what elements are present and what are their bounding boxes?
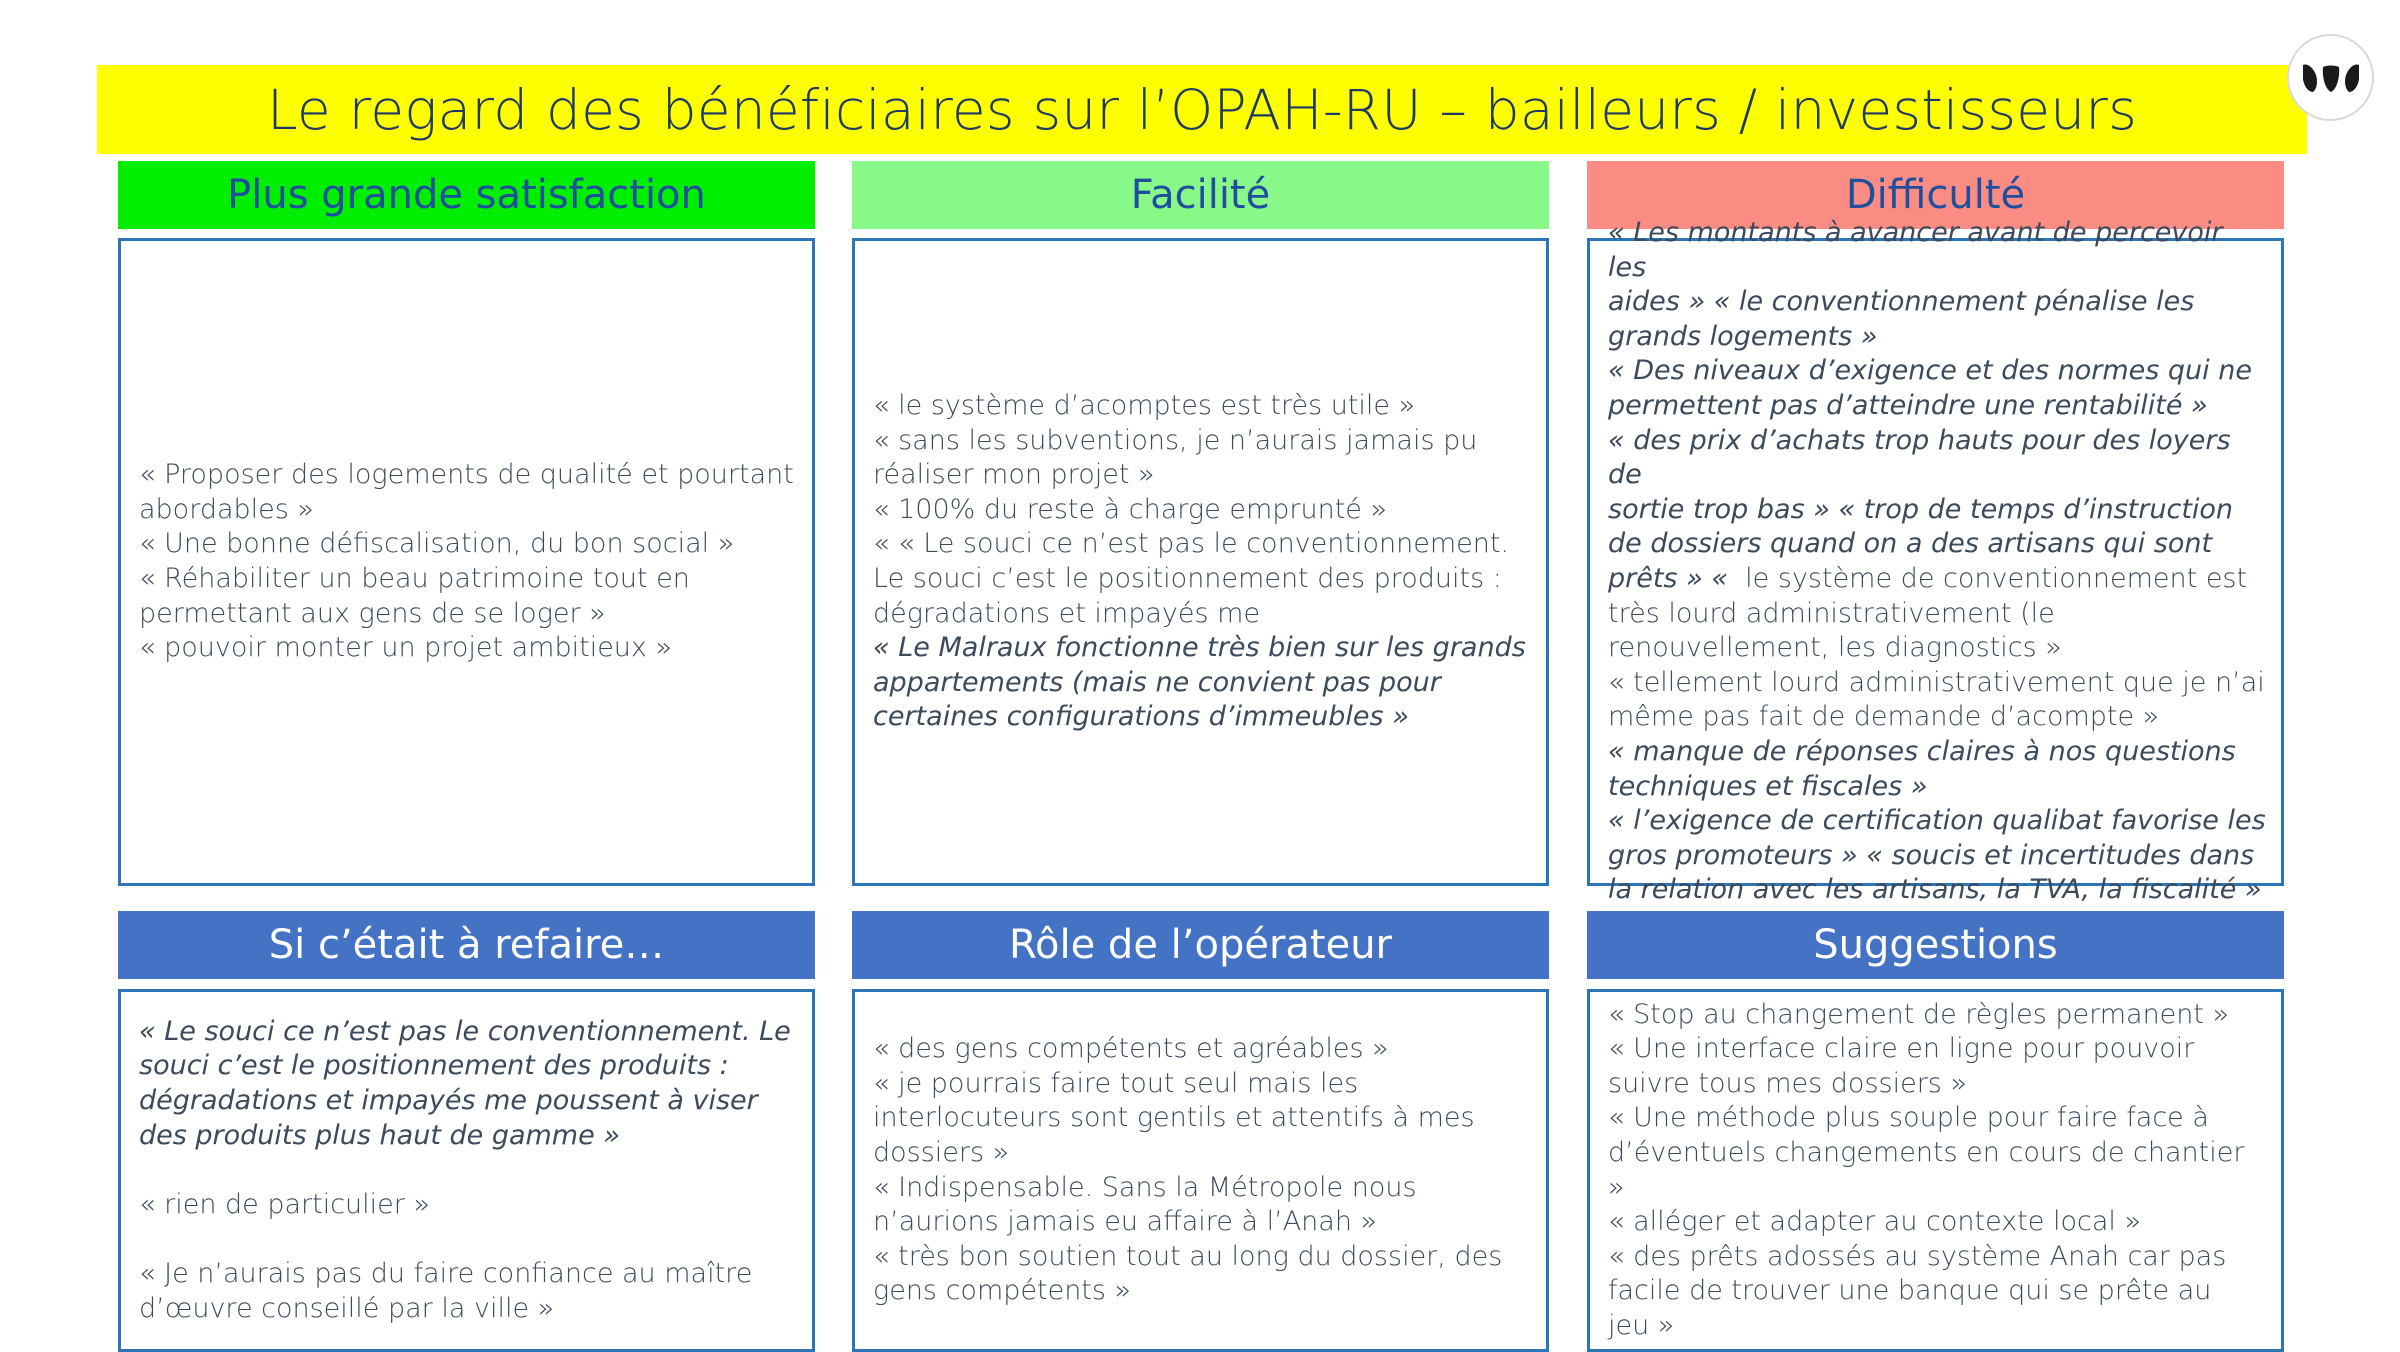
quote-line: dégradations et impayés me	[873, 597, 1261, 629]
quote-line-italic: techniques et fiscales »	[1608, 770, 1928, 802]
quote-line-italic: dégradations et impayés me poussent à viser	[139, 1085, 758, 1117]
quote-line: « des gens compétents et agréables »	[873, 1033, 1389, 1065]
quote-line: suivre tous mes dossiers »	[1608, 1067, 1967, 1099]
quote-line: « le système d’acomptes est très utile »	[873, 390, 1416, 422]
quote-line: « Une méthode plus souple pour faire face à	[1608, 1102, 2209, 1134]
quote-line: Le souci c’est le positionnement des produits :	[873, 563, 1502, 594]
header-facilite-label: Facilité	[1130, 172, 1271, 218]
box-suggestions	[1587, 989, 2284, 1352]
slide-title-band	[97, 65, 2307, 154]
quote-line-italic: la relation avec les artisans, la TVA, la fiscalité »	[1608, 874, 2262, 906]
quote-line-mixed	[1608, 562, 2267, 597]
quote-line-italic: grands logements »	[1608, 320, 1878, 352]
quote-line-italic: « des prix d’achats trop hauts pour des loyers de	[1608, 424, 2240, 491]
header-suggestions-label: Suggestions	[1813, 922, 2058, 968]
quote-line-italic: « manque de réponses claires à nos questions	[1608, 735, 2236, 767]
quote-line-italic: appartements (mais ne convient pas pour	[873, 666, 1441, 698]
quote-line: jeu »	[1608, 1309, 1675, 1341]
quote-line-italic: « Le Malraux fonctionne très bien sur les grands	[873, 632, 1526, 664]
quote-line-italic: souci c’est le positionnement des produits :	[139, 1050, 729, 1082]
quote-line: n’aurions jamais eu affaire à l’Anah »	[873, 1206, 1378, 1238]
quote-line-italic: certaines configurations d’immeubles »	[873, 701, 1409, 733]
quote-line: abordables »	[139, 493, 314, 525]
quote-line-italic: « Les montants à avancer avant de percevoir les	[1608, 217, 2232, 283]
quote-line: très lourd administrativement (le	[1608, 597, 2055, 629]
quote-line-italic: de dossiers quand on a des artisans qui sont	[1608, 528, 2213, 560]
quote-line: même pas fait de demande d’acompte »	[1608, 701, 2160, 733]
quote-line: « très bon soutien tout au long du dossier, des	[873, 1240, 1503, 1272]
quote-line: « sans les subventions, je n’aurais jamais pu	[873, 424, 1478, 456]
quote-line-italic: aides » « le conventionnement pénalise les	[1608, 286, 2195, 318]
quote-line: « Stop au changement de règles permanent »	[1608, 998, 2230, 1030]
box-operateur	[852, 989, 1549, 1352]
header-suggestions	[1587, 911, 2284, 979]
quote-line-italic: « Des niveaux d’exigence et des normes qui ne	[1608, 355, 2252, 387]
quote-line: « « Le souci ce n’est pas le conventionnement.	[873, 528, 1510, 560]
quote-line: « pouvoir monter un projet ambitieux »	[139, 632, 672, 664]
quote-line: permettant aux gens de se loger »	[139, 597, 606, 629]
header-facilite	[852, 161, 1549, 229]
quote-line: interlocuteurs sont gentils et attentifs à mes	[873, 1102, 1475, 1134]
header-refaire	[118, 911, 815, 979]
quote-line: « Une interface claire en ligne pour pouvoir	[1608, 1033, 2195, 1065]
header-operateur-label: Rôle de l’opérateur	[1009, 922, 1392, 968]
header-satisfaction	[118, 161, 815, 229]
slide-title: Le regard des bénéficiaires sur l’OPAH-RU – bailleurs / investisseurs	[267, 77, 2137, 142]
box-refaire	[118, 989, 815, 1352]
quote-line: « Une bonne défiscalisation, du bon social »	[139, 528, 735, 560]
quote-line: gens compétents »	[873, 1275, 1132, 1307]
quote-line: renouvellement, les diagnostics »	[1608, 632, 2062, 664]
box-facilite	[852, 238, 1549, 886]
quote-line: facile de trouver une banque qui se prête au	[1608, 1275, 2212, 1307]
quote-line: « Proposer des logements de qualité et pourtant	[139, 459, 794, 491]
quote-line: « 100% du reste à charge emprunté »	[873, 493, 1388, 525]
quote-line: d’éventuels changements en cours de chantier »	[1608, 1136, 2254, 1203]
quote-line-italic: permettent pas d’atteindre une rentabilité »	[1608, 390, 2208, 422]
quote-line: d’œuvre conseillé par la ville »	[139, 1292, 555, 1324]
quote-fragment-italic: prêts » «	[1608, 563, 1737, 594]
quote-line-italic: « Le souci ce n’est pas le conventionnement. Le	[139, 1015, 791, 1047]
logo-glyph	[2301, 61, 2361, 95]
header-satisfaction-label: Plus grande satisfaction	[227, 172, 706, 218]
quote-line: « je pourrais faire tout seul mais les	[873, 1067, 1359, 1099]
quote-line: « rien de particulier »	[139, 1188, 430, 1220]
quote-fragment: le système de conventionnement est	[1736, 563, 2248, 594]
three-petal-logo-icon	[2287, 34, 2374, 121]
quote-line-italic: des produits plus haut de gamme »	[139, 1119, 620, 1151]
quote-line: « Je n’aurais pas du faire confiance au maître	[139, 1257, 753, 1289]
header-difficulte-label: Difficulté	[1845, 172, 2026, 218]
quote-line-italic: sortie trop bas » « trop de temps d’instruction	[1608, 493, 2234, 525]
quote-line: dossiers »	[873, 1136, 1010, 1168]
quote-line: « Indispensable. Sans la Métropole nous	[873, 1171, 1417, 1203]
spacer	[139, 1153, 798, 1188]
box-difficulte	[1587, 217, 2284, 906]
header-refaire-label: Si c’était à refaire…	[268, 922, 665, 968]
spacer	[139, 1222, 798, 1257]
box-satisfaction	[118, 238, 815, 886]
quote-line: réaliser mon projet »	[873, 459, 1155, 491]
header-operateur	[852, 911, 1549, 979]
quote-line: « alléger et adapter au contexte local »	[1608, 1206, 2141, 1238]
quote-line: « des prêts adossés au système Anah car pas	[1608, 1240, 2227, 1272]
quote-line-italic: gros promoteurs » « soucis et incertitudes dans	[1608, 839, 2255, 871]
quote-line-italic: « l’exigence de certification qualibat favorise les	[1608, 805, 2266, 837]
quote-line: « Réhabiliter un beau patrimoine tout en	[139, 563, 690, 594]
quote-line: « tellement lourd administrativement que je n’ai	[1608, 666, 2265, 698]
